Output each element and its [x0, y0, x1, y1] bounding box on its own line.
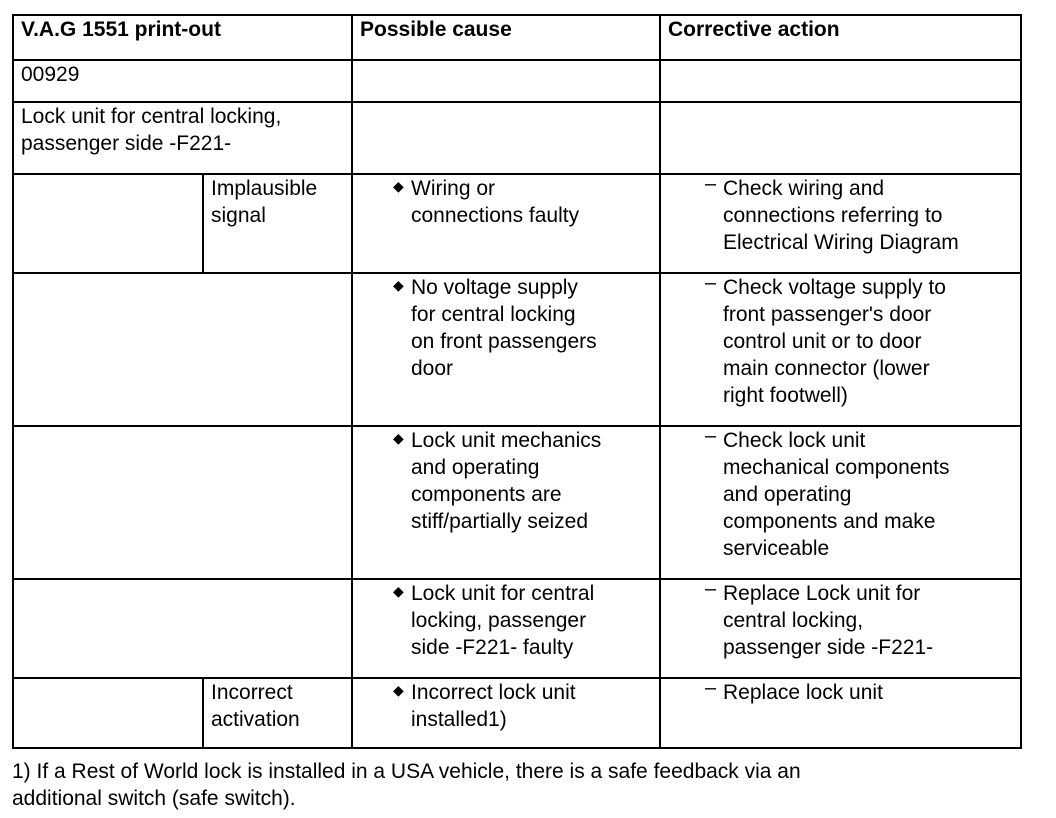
empty-cell	[13, 174, 203, 273]
empty-cell	[660, 60, 1021, 102]
cause-text: Incorrect lock unit installed1)	[411, 681, 576, 731]
table-row	[13, 174, 1021, 273]
cause-text: Wiring or connections faulty	[411, 177, 580, 227]
table-row	[13, 426, 1021, 579]
action-cell	[660, 273, 1021, 426]
dash-bullet-icon: –	[705, 272, 717, 294]
cause-cell	[352, 678, 660, 748]
cause-text: No voltage supply for central locking on front passengers door	[411, 276, 597, 380]
diamond-bullet-icon: ◆	[393, 682, 404, 698]
component-name: Lock unit for central locking, passenger side -F221-	[13, 102, 352, 174]
action-cell	[660, 678, 1021, 748]
dash-bullet-icon: –	[705, 425, 717, 447]
cause-cell	[352, 273, 660, 426]
action-text: Check voltage supply to front passenger's door control unit or to door main connector (lower right footwell)	[723, 276, 946, 407]
table-row	[13, 678, 1021, 748]
dash-bullet-icon: –	[705, 173, 717, 195]
symptom-cell	[13, 426, 352, 579]
header-cause: Possible cause	[352, 15, 660, 60]
symptom-cell: Incorrect activation	[203, 678, 352, 748]
action-cell	[660, 174, 1021, 273]
action-text: Check wiring and connections referring to Electrical Wiring Diagram	[723, 177, 959, 254]
cause-text: Lock unit mechanics and operating components are stiff/partially seized	[411, 429, 602, 533]
fault-code: 00929	[13, 60, 352, 102]
cause-cell	[352, 579, 660, 678]
action-text: Check lock unit mechanical components and operating components and make serviceable	[723, 429, 950, 560]
cause-cell	[352, 426, 660, 579]
diamond-bullet-icon: ◆	[393, 178, 404, 194]
empty-cell	[13, 678, 203, 748]
empty-cell	[660, 102, 1021, 174]
symptom-cell	[13, 579, 352, 678]
symptom-cell: Implausible signal	[203, 174, 352, 273]
footnote: 1) If a Rest of World lock is installed in a USA vehicle, there is a safe feedback via an additional switch (safe switch).	[12, 760, 801, 810]
table-row	[13, 273, 1021, 426]
header-action: Corrective action	[660, 15, 1021, 60]
action-cell	[660, 579, 1021, 678]
action-text: Replace Lock unit for central locking, passenger side -F221-	[723, 582, 934, 659]
cause-cell	[352, 174, 660, 273]
action-cell	[660, 426, 1021, 579]
empty-cell	[352, 102, 660, 174]
dash-bullet-icon: –	[705, 578, 717, 600]
table-row	[13, 579, 1021, 678]
table-row-component	[13, 102, 1021, 174]
symptom-cell	[13, 273, 352, 426]
empty-cell	[352, 60, 660, 102]
dash-bullet-icon: –	[705, 677, 717, 699]
diamond-bullet-icon: ◆	[393, 277, 404, 293]
diamond-bullet-icon: ◆	[393, 430, 404, 446]
diagnosis-table	[12, 14, 1022, 749]
table-header-row	[13, 15, 1021, 60]
diamond-bullet-icon: ◆	[393, 583, 404, 599]
action-text: Replace lock unit	[723, 681, 883, 704]
header-printout: V.A.G 1551 print-out	[13, 15, 352, 60]
table-row-fault-code	[13, 60, 1021, 102]
cause-text: Lock unit for central locking, passenger side -F221- faulty	[411, 582, 595, 659]
